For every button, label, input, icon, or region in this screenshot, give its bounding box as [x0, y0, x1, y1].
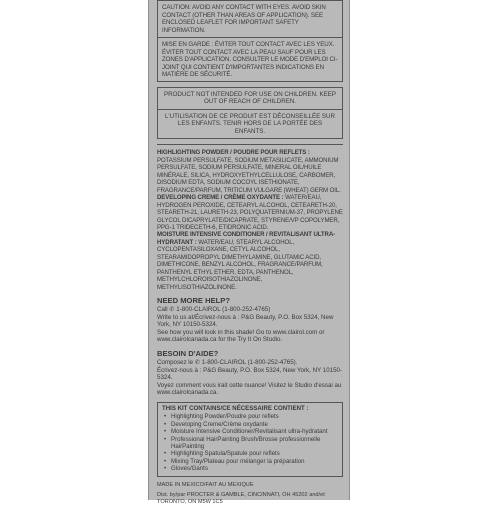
help-phone-french: Composez le ✆ 1-800-CLAIROL (1-800-252-4765).	[157, 359, 298, 367]
kit-list	[162, 413, 338, 472]
ingredient-heading: DEVELOPING CREME / CRÈME OXYDANTE :	[157, 194, 284, 202]
help-address: Write to us at/Écrivez-nous à : P&G Beauty, P.O. Box 5324, New York, NY 10150-5324.	[157, 313, 334, 329]
caution-french: MISE EN GARDE : ÉVITER TOUT CONTACT AVEC LES YEUX. ÉVITER TOUT CONTACT AVEC LA PEAU SAUF POUR LES ZONES D'APPLICATION. CONSULTER LE MODE D'EMPLOI CI-JOINT QUI CONTIENT D'IMPORTANTES INDICATIONS EN MATIÈRE DE SÉCURITÉ.	[162, 41, 338, 78]
caution-box	[157, 0, 343, 82]
help-website-french: Voyez comment vous irait cette nuance! Visitez le Studio d'essai au www.clairolcanada.ca.	[157, 381, 342, 397]
kit-item: • Professional HairPainting Brush/Brosse professionnelle HairPainting	[171, 436, 338, 451]
children-warning-divider	[158, 109, 342, 110]
help-title: NEED MORE HELP?	[157, 296, 230, 306]
label-content	[157, 0, 343, 505]
ingredient-list: WATER/EAU, HYDROGEN PEROXIDE, CETEARYL ALCOHOL, CETEARETH-20, STEARETH-21, LAURETH-23, POLYQUATERNIUM-37, PROPYLENE GLYCOL DICAPRYLATE/DICAPRATE, STYRENE/VP COPOLYMER, PPG-1 TRIDECETH-6, ETIDRONIC ACID.	[157, 194, 343, 231]
ingredient-list: POTASSIUM PERSULFATE, SODIUM METASILICATE, AMMONIUM PERSULFATE, SODIUM PERSULFATE, MINERAL OIL/HUILE MINÉRALE, SILICA, HYDROXYETHYLCELLULOSE, CARBOMER, DISODIUM EDTA, SODIUM COCOYL ISETHIONATE, FRAGRANCE/PARFUM, TRITICUM VULGARE (WHEAT) GERM OIL.	[157, 156, 341, 194]
kit-item: • Highlighting Spatula/Spatule pour reflets	[171, 450, 338, 457]
ingredient-list: WATER/EAU, STEARYL ALCOHOL, CYCLOPENTASILOXANE, CETYL ALCOHOL, STEARAMIDOPROPYL DIMETHYLAMINE, GLUTAMIC ACID, DIMETHICONE, BENZYL ALCOHOL, FRAGRANCE/PARFUM, PANTHENYL ETHYL ETHER, EDTA, PANTHENOL, METHYLCHLOROISOTHIAZOLINONE, METHYLISOTHIAZOLINONE.	[157, 238, 323, 291]
caution-english: CAUTION: AVOID ANY CONTACT WITH EYES. AVOID SKIN CONTACT (OTHER THAN AREAS OF APPLICATION). SEE ENCLOSED LEAFLET FOR IMPORTANT SAFETY INFORMATION.	[162, 4, 326, 34]
help-website: See how you will look in this shade! Go to www.clairol.com or www.clairolcanada.ca for the Try It On Studio.	[157, 328, 325, 344]
children-warning-french: L'UTILISATION DE CE PRODUIT EST DÉCONSEILLÉE SUR LES ENFANTS. TENIR HORS DE LA PORTÉE DES ENFANTS.	[164, 112, 335, 135]
distributor-text: Dist. by/par PROCTER & GAMBLE, CINCINNATI, OH 45202 and/et TORONTO, ON M5W 1C5	[157, 491, 325, 505]
kit-contents-box	[157, 402, 343, 477]
kit-item: • Highlighting Powder/Poudre pour reflets	[171, 413, 338, 420]
ingredient-block-developer	[157, 194, 343, 231]
section-divider	[157, 144, 343, 145]
ingredients-section	[157, 149, 343, 291]
product-back-panel	[148, 0, 350, 505]
kit-item: • Developing Creme/Crème oxydante	[171, 421, 338, 428]
kit-item: • Gloves/Gants	[171, 465, 338, 472]
help-title-french: BESOIN D'AIDE?	[157, 349, 219, 359]
ingredient-block-conditioner	[157, 231, 343, 291]
help-address-french: Écrivez-nous à : P&G Beauty, P.O. Box 5324, New York, NY 10150-5324.	[157, 366, 343, 382]
kit-item: • Moisture Intensive Conditioner/Revitalisant ultra-hydratant	[171, 428, 338, 435]
children-warning-box	[157, 87, 343, 140]
caution-divider	[158, 37, 342, 38]
help-english	[157, 297, 343, 344]
ingredient-heading: MOISTURE INTENSIVE CONDITIONER / REVITALISANT ULTRA-HYDRATANT :	[157, 231, 336, 246]
kit-item: • Mixing Tray/Plateau pour mélanger la préparation	[171, 458, 338, 465]
ingredient-heading: HIGHLIGHTING POWDER / POUDRE POUR REFLETS :	[157, 149, 310, 157]
help-phone: Call ✆ 1-800-CLAIROL (1-800-252-4765)	[157, 306, 271, 314]
footer	[157, 482, 343, 506]
ingredient-block-powder	[157, 149, 343, 194]
kit-title: THIS KIT CONTAINS/CE NÉCESSAIRE CONTIENT :	[162, 405, 309, 413]
help-french	[157, 350, 343, 397]
made-in-text: MADE IN MEXICO/FAIT AU MEXIQUE	[157, 481, 254, 488]
children-warning-english: PRODUCT NOT INTENDED FOR USE ON CHILDREN. KEEP OUT OF REACH OF CHILDREN.	[163, 90, 336, 106]
